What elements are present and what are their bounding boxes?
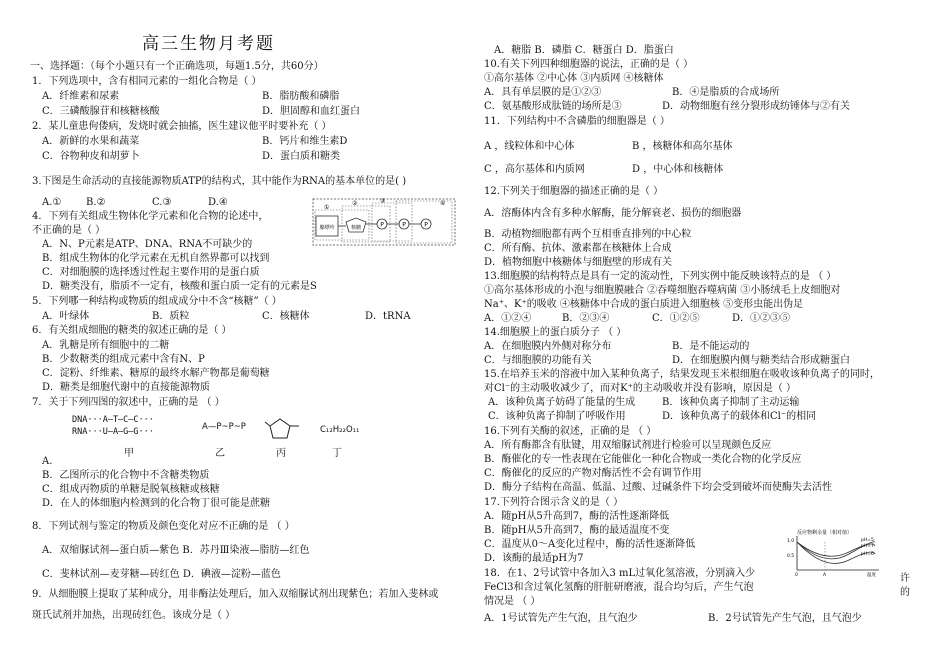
q13-option-b: B．②③④ xyxy=(562,313,610,324)
q11-option-b: B ，核糖体和高尔基体 xyxy=(632,141,733,152)
q13-stem-2: ①高尔基体形成的小泡与细胞膜融合 ②吞噬细胞吞噬病菌 ③小肠绒毛上皮细胞对 xyxy=(484,285,841,296)
q7-option-d: D．在人的体细胞内检测到的化合物丁很可能是蔗糖 xyxy=(42,498,271,509)
q14-stem: 14.细胞膜上的蛋白质分子 （ ） xyxy=(484,327,627,338)
q3-option-d: D.④ xyxy=(208,197,228,208)
q18-tail-2: 的 xyxy=(900,587,910,598)
q4-stem-2: 不正确的是（ ） xyxy=(32,225,106,236)
q2-stem: 2．某儿童患佝偻病，发烧时就会抽搐，医生建议他平时要补充（ ） xyxy=(32,121,332,132)
q17-option-d: D．该酶的最适pH为7 xyxy=(484,553,584,564)
ribose-label: 核糖 xyxy=(350,225,362,231)
q17-option-b: B．随pH从5升高到7，酶的最适温度不变 xyxy=(484,525,670,536)
q10-option-d: D．动物细胞有丝分裂形成纺锤体与②有关 xyxy=(662,101,851,112)
q16-option-d: D．酶分子结构在高温、低温、过酸、过碱条件下均会受到破坏而使酶失去活性 xyxy=(484,482,833,493)
q4-option-c: C．对细胞膜的选择透过性起主要作用的是蛋白质 xyxy=(42,267,260,278)
q14-option-b: B．是不能运动的 xyxy=(672,341,750,352)
q10-option-b: B．④是脂质的合成场所 xyxy=(672,87,780,98)
q5-stem: 5．下列哪一种结构或物质的组成成分中不含“核糖”（ ） xyxy=(32,296,282,307)
q15-stem: 15.在培养玉米的溶液中加入某种负离子，结果发现玉米根细胞在吸收该种负离子的同时， xyxy=(484,369,880,380)
q16-option-c: C．酶催化的反应的产物对酶活性不会有调节作用 xyxy=(484,468,702,479)
chart-xtick-0: 0 xyxy=(795,573,798,578)
q10-option-c: C．氨基酸形成肽链的场所是③ xyxy=(484,101,622,112)
chart-xtick-a: A xyxy=(823,573,827,578)
q8-option-ab: A．双缩脲试剂—蛋白质—紫色 B．苏丹Ⅲ染液—脂肪—红色 xyxy=(42,545,310,556)
q14-option-c: C．与细胞膜的功能有关 xyxy=(484,355,592,366)
chart-ylabel: 反应物剩余量（相对值） xyxy=(797,530,853,536)
q15-option-c: C．该种负离子抑制了呼吸作用 xyxy=(488,411,626,422)
q5-option-a: A．叶绿体 xyxy=(42,311,90,322)
q6-stem: 6．有关组成细胞的糖类的叙述正确的是（ ） xyxy=(32,325,232,336)
q7-option-c: C．组成丙物质的单糖是脱氧核糖或核糖 xyxy=(42,484,220,495)
svg-text:P: P xyxy=(402,221,406,229)
svg-text:②: ② xyxy=(352,200,358,207)
page-title: 高三生物月考题 xyxy=(142,34,275,54)
q10-stem: 10.有关下列四种细胞器的说法，正确的是（ ） xyxy=(484,59,694,70)
q14-option-d: D．在细胞膜内侧与糖类结合形成糖蛋白 xyxy=(672,355,851,366)
q11-stem: 11．下列结构中不含磷脂的细胞器是（ ） xyxy=(484,116,670,127)
q3-stem: 3.下图是生命活动的直接能源物质ATP的结构式，其中能作为RNA的基本单位的是( ) xyxy=(32,176,407,187)
legend-ph6: pH=6 xyxy=(861,552,874,557)
q17-option-a: A．随pH从5升高到7，酶的活性逐渐降低 xyxy=(484,511,670,522)
panel-yi-caption: 乙 xyxy=(215,448,225,459)
q12-option-b: B．动植物细胞都有两个互相垂直排列的中心粒 xyxy=(484,229,692,240)
q17-option-c: C．温度从0～A变化过程中，酶的活性逐渐降低 xyxy=(484,539,696,550)
q11-option-c: C ，高尔基体和内质网 xyxy=(484,164,585,175)
enzyme-activity-chart xyxy=(787,528,892,578)
q5-option-d: D．tRNA xyxy=(365,311,411,322)
q6-option-d: D．糖类是细胞代谢中的直接能源物质 xyxy=(42,382,211,393)
panel-jia-dna: DNA···A—T—C—C··· xyxy=(72,415,154,425)
q18-stem-2: FeCl3和含过氧化氢酶的肝脏研磨液，混合均匀后，产生气泡 xyxy=(484,582,754,593)
q13-option-c: C．①②⑤ xyxy=(652,313,700,324)
svg-text:③: ③ xyxy=(380,198,386,205)
svg-text:P: P xyxy=(380,221,384,229)
q5-option-b: B．质粒 xyxy=(152,311,190,322)
q12-option-a: A．溶酶体内含有多种水解酶，能分解衰老、损伤的细胞器 xyxy=(484,208,742,219)
legend-ph7: pH=7 xyxy=(861,544,874,549)
q9-stem: 9．从细胞膜上提取了某种成分，用非酶法处理后，加入双缩脲试剂出现紫色；若加入斐林或 xyxy=(32,589,439,600)
four-panel-figure xyxy=(62,414,442,460)
panel-jia-rna: RNA···U—A—G—G··· xyxy=(72,427,154,437)
q6-option-c: C．淀粉、纤维素、糖原的最终水解产物都是葡萄糖 xyxy=(42,368,270,379)
q2-option-d: D．蛋白质和糖类 xyxy=(262,151,341,162)
q4-option-d: D．糖类没有，脂质不一定有，核酸和蛋白质一定有的元素是S xyxy=(42,281,317,292)
q13-stem: 13.细胞膜的结构特点是具有一定的流动性，下列实例中能反映该特点的是 （ ） xyxy=(484,271,837,282)
chart-ytick-2: 0.5 xyxy=(787,554,795,559)
q8-stem: 8．下列试剂与鉴定的物质及颜色变化对应不正确的是 （ ） xyxy=(32,521,295,532)
q16-option-a: A．所有酶都含有肽键，用双缩脲试剂进行检验可以呈现颜色反应 xyxy=(484,440,772,451)
q15-option-d: D．该种负离子的载体和Cl⁻的相同 xyxy=(662,411,817,422)
q6-option-b: B．少数糖类的组成元素中含有N、P xyxy=(42,354,205,365)
q13-stem-3: Na⁺、K⁺的吸收 ④核糖体中合成的蛋白质进入细胞核 ⑤变形虫能出伪足 xyxy=(484,299,804,310)
panel-ding-formula: C₁₂H₂₂O₁₁ xyxy=(320,425,360,435)
svg-text:④: ④ xyxy=(440,200,446,207)
q12-option-d: D．植物细胞中核糖体与细胞壁的形成有关 xyxy=(484,257,673,268)
q2-option-a: A．新鲜的水果和蔬菜 xyxy=(42,136,140,147)
q1-option-a: A．纤维素和尿素 xyxy=(42,91,120,102)
q3-option-a: A.① xyxy=(42,197,62,208)
q4-stem: 4．下列有关组成生物体化学元素和化合物的论述中， xyxy=(32,211,269,222)
q14-option-a: A．在细胞膜内外侧对称分布 xyxy=(484,341,612,352)
q1-option-d: D．胆固醇和血红蛋白 xyxy=(262,106,361,117)
q13-option-a: A．①②④ xyxy=(484,313,532,324)
q1-option-b: B．脂肪酸和磷脂 xyxy=(262,91,340,102)
q1-stem: 1．下列选项中，含有相同元素的一组化合物是（ ） xyxy=(32,76,262,87)
chart-ytick-1: 1.0 xyxy=(787,539,795,544)
q4-option-a: A．N、P元素是ATP、DNA、RNA不可缺少的 xyxy=(42,239,253,250)
q15-option-a: A．该种负离子妨碍了能量的生成 xyxy=(488,397,636,408)
panel-bing-caption: 丙 xyxy=(276,448,286,459)
q8-option-cd: C．斐林试剂—麦芽糖—砖红色 D．碘液—淀粉—蓝色 xyxy=(42,569,281,580)
q3-option-b: B.② xyxy=(86,197,106,208)
q12-stem: 12.下列关于细胞器的描述正确的是（ ） xyxy=(484,186,664,197)
q18-option-b: B．2号试管先产生气泡，且气泡少 xyxy=(708,613,862,624)
q7-stem: 7．关于下列四图的叙述中，正确的是 （ ） xyxy=(32,397,225,408)
q18-option-a: A．1号试管先产生气泡，且气泡少 xyxy=(484,613,638,624)
adenine-label: 腺嘌呤 xyxy=(319,225,335,231)
q16-option-b: B．酶催化的专一性表现在它能催化一种化合物或一类化合物的化学反应 xyxy=(484,454,802,465)
q7-option-a: A. xyxy=(42,456,53,467)
svg-text:①: ① xyxy=(324,204,330,211)
q18-tail-1: 许 xyxy=(900,573,910,584)
atp-structure-diagram xyxy=(312,198,457,248)
q12-option-c: C．所有酶、抗体、激素都在核糖体上合成 xyxy=(484,243,672,254)
panel-ding-caption: 丁 xyxy=(332,448,342,459)
q15-stem-2: 对Cl⁻的主动吸收减少了，而对K⁺的主动吸收并没有影响，原因是（ ） xyxy=(484,383,797,394)
q9-stem-2: 斑氏试剂并加热，出现砖红色。该成分是（ ） xyxy=(32,610,236,621)
q18-stem-3: 情况是 （ ） xyxy=(484,596,541,607)
svg-text:P: P xyxy=(424,221,428,229)
q15-option-b: B．该种负离子抑制了主动运输 xyxy=(662,397,800,408)
q18-stem: 18．在1、2号试管中各加入3 mL过氧化氢溶液，分别滴入少 xyxy=(484,568,756,579)
q1-option-c: C．三磷酸腺苷和核糖核酸 xyxy=(42,106,160,117)
chart-xlabel: 温度 xyxy=(867,573,876,578)
q10-option-a: A．具有单层膜的是①②③ xyxy=(484,87,602,98)
panel-bing-ring xyxy=(262,414,302,446)
q3-option-c: C.③ xyxy=(152,197,172,208)
q6-option-a: A．乳糖是所有细胞中的二糖 xyxy=(42,340,170,351)
q5-option-c: C．核糖体 xyxy=(262,311,310,322)
q11-option-d: D ，中心体和核糖体 xyxy=(632,164,724,175)
q13-option-d: D．①②③⑤ xyxy=(732,313,791,324)
q4-option-b: B．组成生物体的化学元素在无机自然界都可以找到 xyxy=(42,253,270,264)
q9-options: A．糖脂 B．磷脂 C．糖蛋白 D．脂蛋白 xyxy=(494,45,674,56)
legend-ph5: pH=5 xyxy=(861,538,874,543)
q2-option-b: B．钙片和维生素D xyxy=(262,136,348,147)
q16-stem: 16.下列有关酶的叙述，正确的是 （ ） xyxy=(484,426,657,437)
q7-option-b: B．乙图所示的化合物中不含糖类物质 xyxy=(42,470,210,481)
q10-stem-2: ①高尔基体 ②中心体 ③内质网 ④核糖体 xyxy=(484,73,664,84)
section-header: 一、选择题：（每个小题只有一个正确选项，每题1.5分，共60分） xyxy=(30,61,324,72)
q17-stem: 17.下列符合图示含义的是（ ） xyxy=(484,497,624,508)
panel-jia-caption: 甲 xyxy=(124,448,134,459)
q2-option-c: C．谷物种皮和胡萝卜 xyxy=(42,151,140,162)
q11-option-a: A ，线粒体和中心体 xyxy=(484,141,575,152)
panel-yi-formula: A—P~P~P xyxy=(202,422,246,432)
